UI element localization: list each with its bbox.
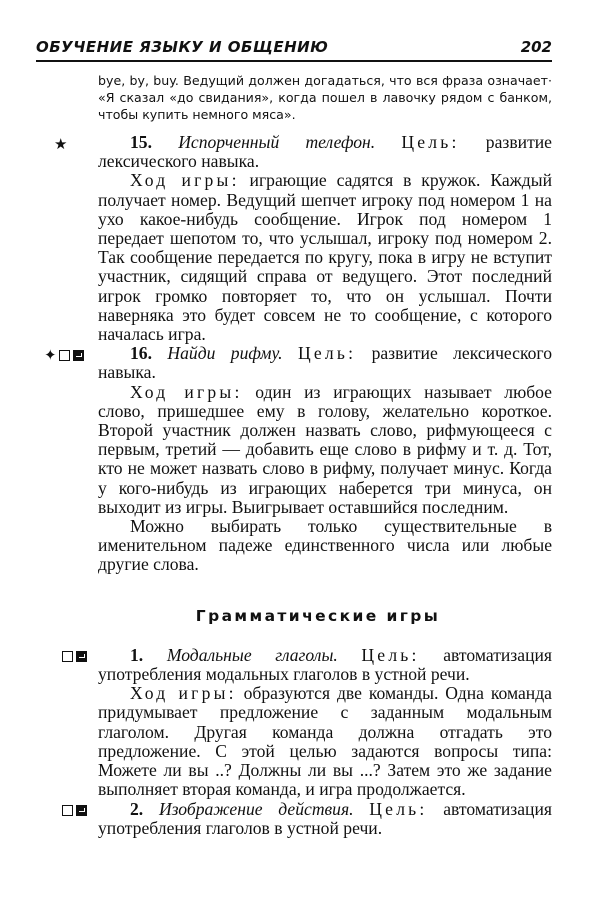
grammar-game-1-heading <box>98 646 552 684</box>
game-16-number: 16. <box>130 343 152 364</box>
grammar-game-1-goal-text: автоматизация употребления модальных глаголов в устной речи. <box>98 644 552 685</box>
empty-square-icon <box>62 651 73 662</box>
game-16-note: Можно выбирать только существительные в именительном падеже единственного числа или любые другие слова. <box>98 516 552 575</box>
game-16-heading <box>98 344 552 382</box>
game-16-goal-text: развитие лексического навыка. <box>98 343 553 383</box>
grammar-game-2 <box>98 800 552 838</box>
game-16-play-text: один из играющих называет любое слово, пришедшее ему в голову, желательно короткое. Второй участник должен назвать слово, рифмующееся с первым, третий — добавить еще слово в рифму и т. д. Тот, кто не может назвать слово в рифму, получает минус. Когда у кого-нибудь из играющих наберется три минуса, он выходит из игры. Выигрывает оставшийся последним. <box>98 381 552 517</box>
game-15-heading <box>98 133 552 171</box>
grammar-game-2-heading <box>98 800 552 838</box>
game-15-goal-text: развитие лексического навыка. <box>98 132 552 172</box>
diamond-icon: ✦ <box>44 346 57 365</box>
game-16-play <box>98 383 552 517</box>
game-15-title: Испорченный телефон. <box>178 132 376 152</box>
empty-square-icon <box>62 805 73 816</box>
game-15-number: 15. <box>130 132 152 152</box>
game-16-goal-label: Цель: <box>297 343 357 364</box>
filled-square-icon <box>76 651 87 662</box>
game-16-title: Найди рифму. <box>167 343 283 364</box>
grammar-game-2-goal-text: автоматизация употребления глаголов в устной речи. <box>98 798 552 838</box>
grammar-game-2-title: Изображение действия. <box>158 798 354 819</box>
game-15-play <box>98 171 552 344</box>
game-15-play-label: Ход игры: <box>130 170 240 191</box>
grammar-game-2-goal-label: Цель: <box>369 798 428 819</box>
page-body <box>44 72 553 838</box>
grammar-game-1-number: 1. <box>130 644 144 665</box>
grammar-game-1-goal-label: Цель: <box>361 644 420 665</box>
star-icon: ★ <box>54 135 68 153</box>
game-15-play-text: играющие садятся в кружок. Каждый получает номер. Ведущий шепчет игроку под номером 1 на ухо какое-нибудь сообщение. Игрок под номером 1 передает шепотом то, что услышал, игроку под номером 2. Так сообщение передается по кругу, пока в игру не вступит участник, сидящий справа от ведущего. Этот последний игрок громко повторяет то, что он услышал. Почти наверняка это будет совсем не то сообщение, с которого началась игра. <box>98 170 552 345</box>
grammar-game-1-play-text: образуются две команды. Одна команда придумывает предложение с заданным модальным глаголом. Другая команда должна отгадать это предложение. С этой целью задаются вопросы типа: Можете ли вы ..? Должны ли вы ...? Затем это же задание выполняет вторая команда, и игра продолжается. <box>98 683 552 800</box>
filled-square-icon <box>73 350 84 361</box>
game-15-goal-label: Цель: <box>401 132 460 152</box>
grammar-game-1-play-label: Ход игры: <box>130 683 237 704</box>
empty-square-icon <box>59 350 70 361</box>
header-title: ОБУЧЕНИЕ ЯЗЫКУ И ОБЩЕНИЮ <box>36 38 329 56</box>
grammar-game-2-markers <box>62 802 90 821</box>
page-number: 202 <box>520 38 552 56</box>
section-title: Грамматические игры <box>195 606 441 625</box>
intro-paragraph: bye, by, buy. Ведущий должен догадаться, что вся фраза означает· «Я сказал «до свидания», когда пошел в лавочку рядом с банком, чтобы купить немного мяса». <box>98 73 552 122</box>
running-header <box>36 36 552 62</box>
game-16-markers <box>44 346 87 365</box>
grammar-game-1-markers <box>62 648 90 667</box>
grammar-game-1-play <box>98 684 552 799</box>
grammar-game-1-title: Модальные глаголы. <box>166 644 338 665</box>
game-16-play-label: Ход игры: <box>130 381 243 402</box>
grammar-game-2-number: 2. <box>130 798 144 819</box>
game-16 <box>44 343 553 575</box>
filled-square-icon <box>76 805 87 816</box>
game-15-markers <box>54 135 70 154</box>
game-15 <box>54 132 552 345</box>
grammar-game-1 <box>98 646 552 800</box>
